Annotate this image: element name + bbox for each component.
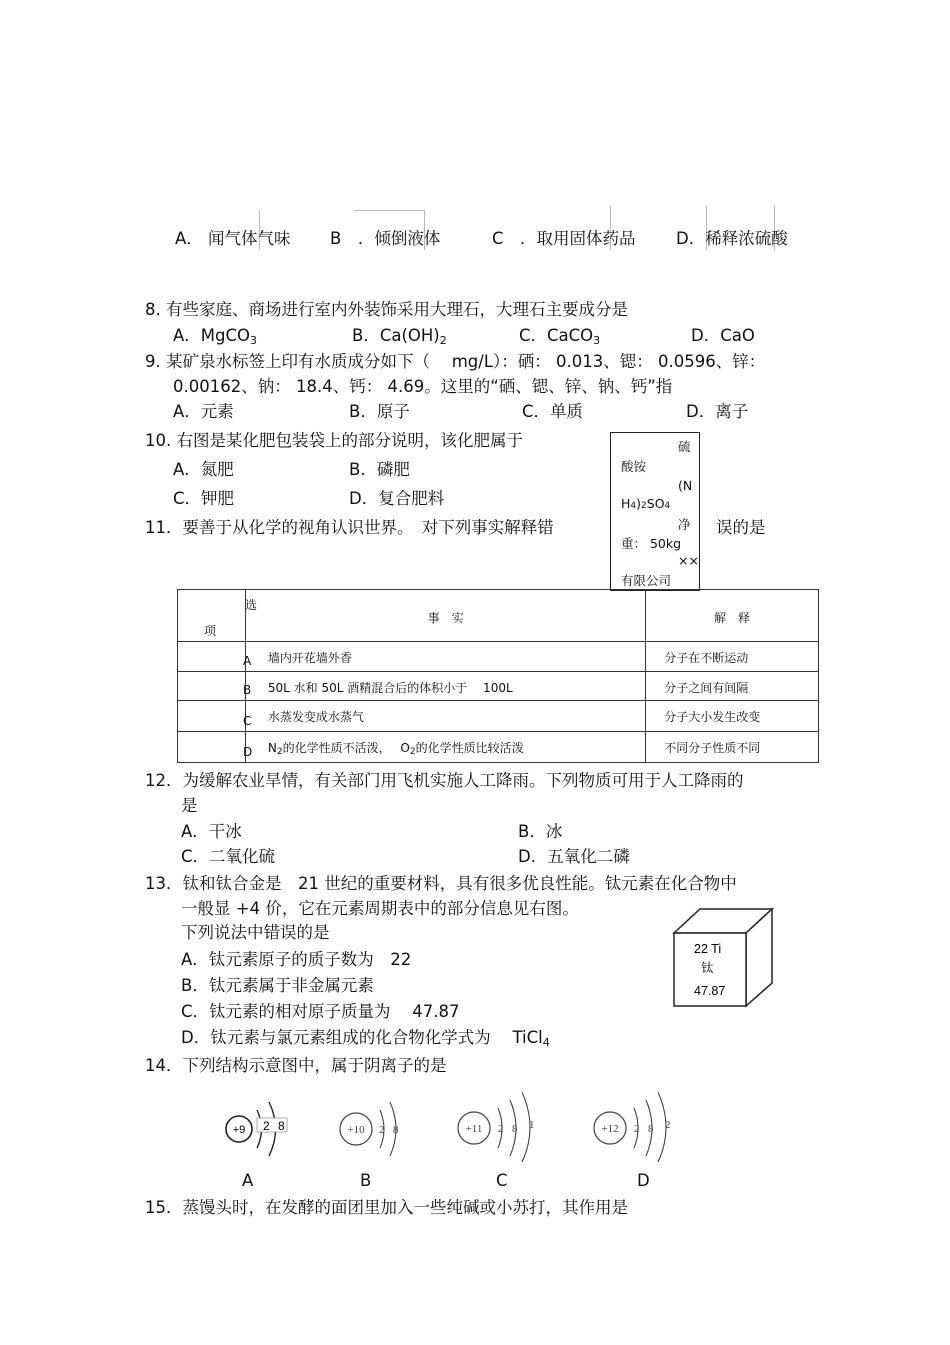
- atom-structure-c: [454, 1090, 549, 1164]
- header-fact: 事 实: [427, 611, 464, 625]
- svg-text:8: 8: [393, 1124, 399, 1136]
- fertilizer-label: 硫 酸铵 (N H4)2SO4 净 重： 50kg ×× 有限公司: [610, 432, 700, 591]
- q7-option-b: B ．倾倒液体: [330, 229, 441, 248]
- svg-text:+10: +10: [347, 1124, 365, 1136]
- q12-line1: 12．为缓解农业旱情，有关部门用飞机实施人工降雨。下列物质可用于人工降雨的: [145, 771, 744, 790]
- q11-stem-end: 误的是: [716, 518, 766, 537]
- q7-option-d: D．稀释浓硫酸: [676, 229, 788, 248]
- atom-label-a: A: [242, 1171, 254, 1190]
- q12-option-c: C．二氧化硫: [181, 847, 276, 866]
- table-header-row: [178, 590, 819, 642]
- q13-option-c: C．钛元素的相对原子质量为 47.87: [181, 1002, 460, 1021]
- element-name: 钛: [701, 960, 714, 975]
- q9-option-a: A．元素: [173, 402, 234, 421]
- q15-stem: 15．蒸馒头时，在发酵的面团里加入一些纯碱或小苏打，其作用是: [145, 1198, 628, 1217]
- q7-option-c: C ．取用固体药品: [492, 229, 636, 248]
- svg-text:2: 2: [263, 1119, 270, 1133]
- q8-option-a: A．MgCO$_3$: [173, 326, 258, 347]
- atom-structure-b: [336, 1096, 416, 1162]
- q9-option-c: C．单质: [522, 402, 584, 421]
- q10-option-c: C．钾肥: [173, 489, 235, 508]
- atom-label-d: D: [637, 1171, 650, 1190]
- q8-option-d: D．CaO: [691, 326, 755, 345]
- q10-option-b: B．磷肥: [349, 460, 410, 479]
- header-option-bottom: 项: [204, 624, 217, 638]
- q10-option-a: A．氮肥: [173, 460, 234, 479]
- facts-table: [177, 589, 819, 763]
- element-mass: 47.87: [694, 984, 726, 998]
- titanium-element-cube: [672, 905, 776, 1008]
- svg-text:8: 8: [512, 1123, 518, 1135]
- q13-line2: 一般显 +4 价，它在元素周期表中的部分信息见右图。: [181, 899, 579, 918]
- q12-line2: 是: [181, 796, 198, 815]
- svg-text:8: 8: [648, 1123, 654, 1135]
- header-option-top: 选: [245, 598, 258, 612]
- svg-text:+9: +9: [232, 1124, 246, 1136]
- q13-option-b: B．钛元素属于非金属元素: [181, 976, 374, 995]
- q9-option-b: B．原子: [349, 402, 410, 421]
- header-explain: 解 释: [714, 611, 751, 625]
- image-frame-line: [354, 210, 424, 211]
- svg-text:2: 2: [498, 1123, 504, 1135]
- fertilizer-formula: H4)2SO4: [621, 496, 671, 511]
- svg-text:1: 1: [529, 1119, 535, 1131]
- table-row: D N2的化学性质不活泼， O2的化学性质比较活泼 不同分子性质不同: [178, 732, 819, 763]
- atom-label-c: C: [496, 1171, 508, 1190]
- svg-text:+11: +11: [465, 1123, 483, 1135]
- atom-structure-a: [222, 1096, 302, 1162]
- table-row: C 水蒸发变成水蒸气 分子大小发生改变: [178, 701, 819, 732]
- q11-stem: 11．要善于从化学的视角认识世界。 对下列事实解释错: [145, 518, 554, 537]
- q9-line1: 9. 某矿泉水标签上印有水质成分如下（ mg/L）：硒： 0.013、锶： 0.0596、锌：: [145, 352, 766, 371]
- table-row: A 墙内开花墙外香 分子在不断运动: [178, 642, 819, 672]
- q14-stem: 14．下列结构示意图中，属于阴离子的是: [145, 1056, 447, 1075]
- q9-option-d: D．离子: [686, 402, 749, 421]
- q12-option-d: D．五氧化二磷: [518, 847, 630, 866]
- q13-line3: 下列说法中错误的是: [181, 923, 330, 942]
- svg-text:2: 2: [634, 1123, 640, 1135]
- q13-line1: 13．钛和钛合金是 21 世纪的重要材料，具有很多优良性能。钛元素在化合物中: [145, 874, 737, 893]
- q13-option-a: A．钛元素原子的质子数为 22: [181, 950, 412, 969]
- q8-option-c: C．CaCO$_3$: [519, 326, 601, 347]
- q10-stem: 10. 右图是某化肥包装袋上的部分说明，该化肥属于: [145, 431, 523, 450]
- q12-option-a: A．干冰: [181, 822, 242, 841]
- svg-text:8: 8: [278, 1119, 285, 1133]
- q8-option-b: B．$Ca(OH)_2$: [352, 326, 447, 347]
- q7-option-a: A． 闻气体气味: [175, 229, 291, 248]
- q9-line2: 0.00162、钠： 18.4、钙： 4.69。这里的“硒、锶、锌、钠、钙”指: [173, 377, 673, 396]
- atom-label-b: B: [360, 1171, 372, 1190]
- svg-text:+12: +12: [601, 1123, 619, 1135]
- table-row: B 50L 水和 50L 酒精混合后的体积小于 100L 分子之间有间隔: [178, 672, 819, 701]
- element-number-symbol: 22 Ti: [694, 942, 722, 956]
- q13-option-d: D．钛元素与氯元素组成的化合物化学式为 TiCl$_4$: [181, 1028, 550, 1049]
- q10-option-d: D．复合肥料: [349, 489, 445, 508]
- svg-text:2: 2: [379, 1124, 385, 1136]
- q12-option-b: B．冰: [518, 822, 563, 841]
- svg-text:2: 2: [665, 1119, 671, 1131]
- q8-stem: 8. 有些家庭、商场进行室内外装饰采用大理石，大理石主要成分是: [145, 300, 628, 319]
- atom-structure-d: [590, 1090, 685, 1164]
